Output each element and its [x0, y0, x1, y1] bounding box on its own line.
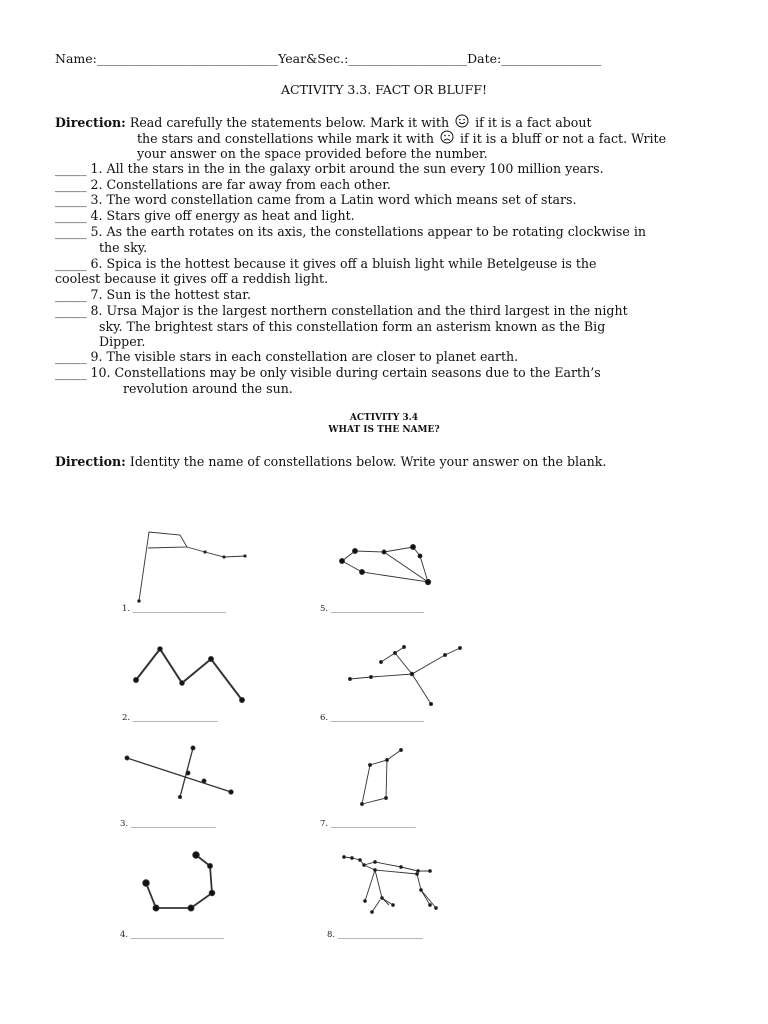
caption-2: 2. ____________________	[122, 713, 218, 723]
caption-3: 3. ____________________	[120, 819, 216, 829]
header-fields: Name:_____________________________Year&Sec.:___________________Date:________________	[55, 51, 602, 66]
caption-6: 6. ______________________	[320, 713, 425, 723]
item-8-cont-2: Dipper.	[99, 334, 146, 349]
direction-2-label: Direction:	[55, 454, 126, 469]
item-6-cont: coolest because it gives off a reddish light.	[55, 271, 329, 286]
caption-8: 8. ____________________	[327, 930, 423, 940]
direction-text-2b: if it is a bluff or not a fact. Write	[459, 131, 667, 146]
item-5-cont: the sky.	[99, 240, 148, 255]
caption-1: 1. ______________________	[122, 604, 227, 614]
constellation-7-figure	[361, 749, 403, 806]
direction-text-2a: the stars and constellations while mark it with	[137, 131, 434, 146]
activity-3-3-title: ACTIVITY 3.3. FACT OR BLUFF!	[280, 82, 488, 97]
item-8: _____ 8. Ursa Major is the largest northern constellation and the third largest in the night	[55, 303, 628, 318]
item-5: _____ 5. As the earth rotates on its axis, the constellations appear to be rotating clockwise in	[55, 224, 646, 239]
constellation-3-figure	[125, 746, 233, 799]
item-2: _____ 2. Constellations are far away from each other.	[55, 177, 391, 192]
direction-text-1b: if it is a fact about	[475, 115, 592, 130]
constellation-1-figure	[138, 532, 247, 602]
caption-4: 4. ______________________	[120, 930, 225, 940]
item-1: _____ 1. All the stars in the in the galaxy orbit around the sun every 100 million years.	[55, 161, 604, 176]
constellation-6-figure	[349, 646, 462, 706]
item-6: _____ 6. Spica is the hottest because it gives off a bluish light while Betelgeuse is the	[55, 256, 597, 271]
constellation-5-figure	[340, 545, 431, 585]
direction-label: Direction:	[55, 115, 126, 130]
caption-7: 7. ____________________	[320, 819, 416, 829]
direction-line-3: your answer on the space provided before the number.	[137, 146, 488, 161]
constellation-2-figure	[134, 647, 245, 703]
direction-2-text: Identity the name of constellations below. Write your answer on the blank.	[129, 454, 607, 469]
item-10-cont: revolution around the sun.	[123, 381, 293, 396]
constellation-4-figure	[143, 852, 215, 911]
item-8-cont-1: sky. The brightest stars of this constellation form an asterism known as the Big	[99, 319, 606, 334]
item-3: _____ 3. The word constellation came from a Latin word which means set of stars.	[55, 192, 577, 207]
item-7: _____ 7. Sun is the hottest star.	[55, 287, 251, 302]
caption-5: 5. ______________________	[320, 604, 425, 614]
direction-text-1a: Read carefully the statements below. Mark it with	[129, 115, 450, 130]
activity-3-4-subtitle: WHAT IS THE NAME?	[328, 425, 440, 435]
item-9: _____ 9. The visible stars in each constellation are closer to planet earth.	[55, 349, 519, 364]
constellation-8-figure	[343, 856, 438, 914]
item-4: _____ 4. Stars give off energy as heat and light.	[55, 208, 355, 223]
activity-3-4-title: ACTIVITY 3.4	[349, 413, 419, 423]
item-10: _____ 10. Constellations may be only visible during certain seasons due to the Earth’s	[55, 365, 601, 380]
